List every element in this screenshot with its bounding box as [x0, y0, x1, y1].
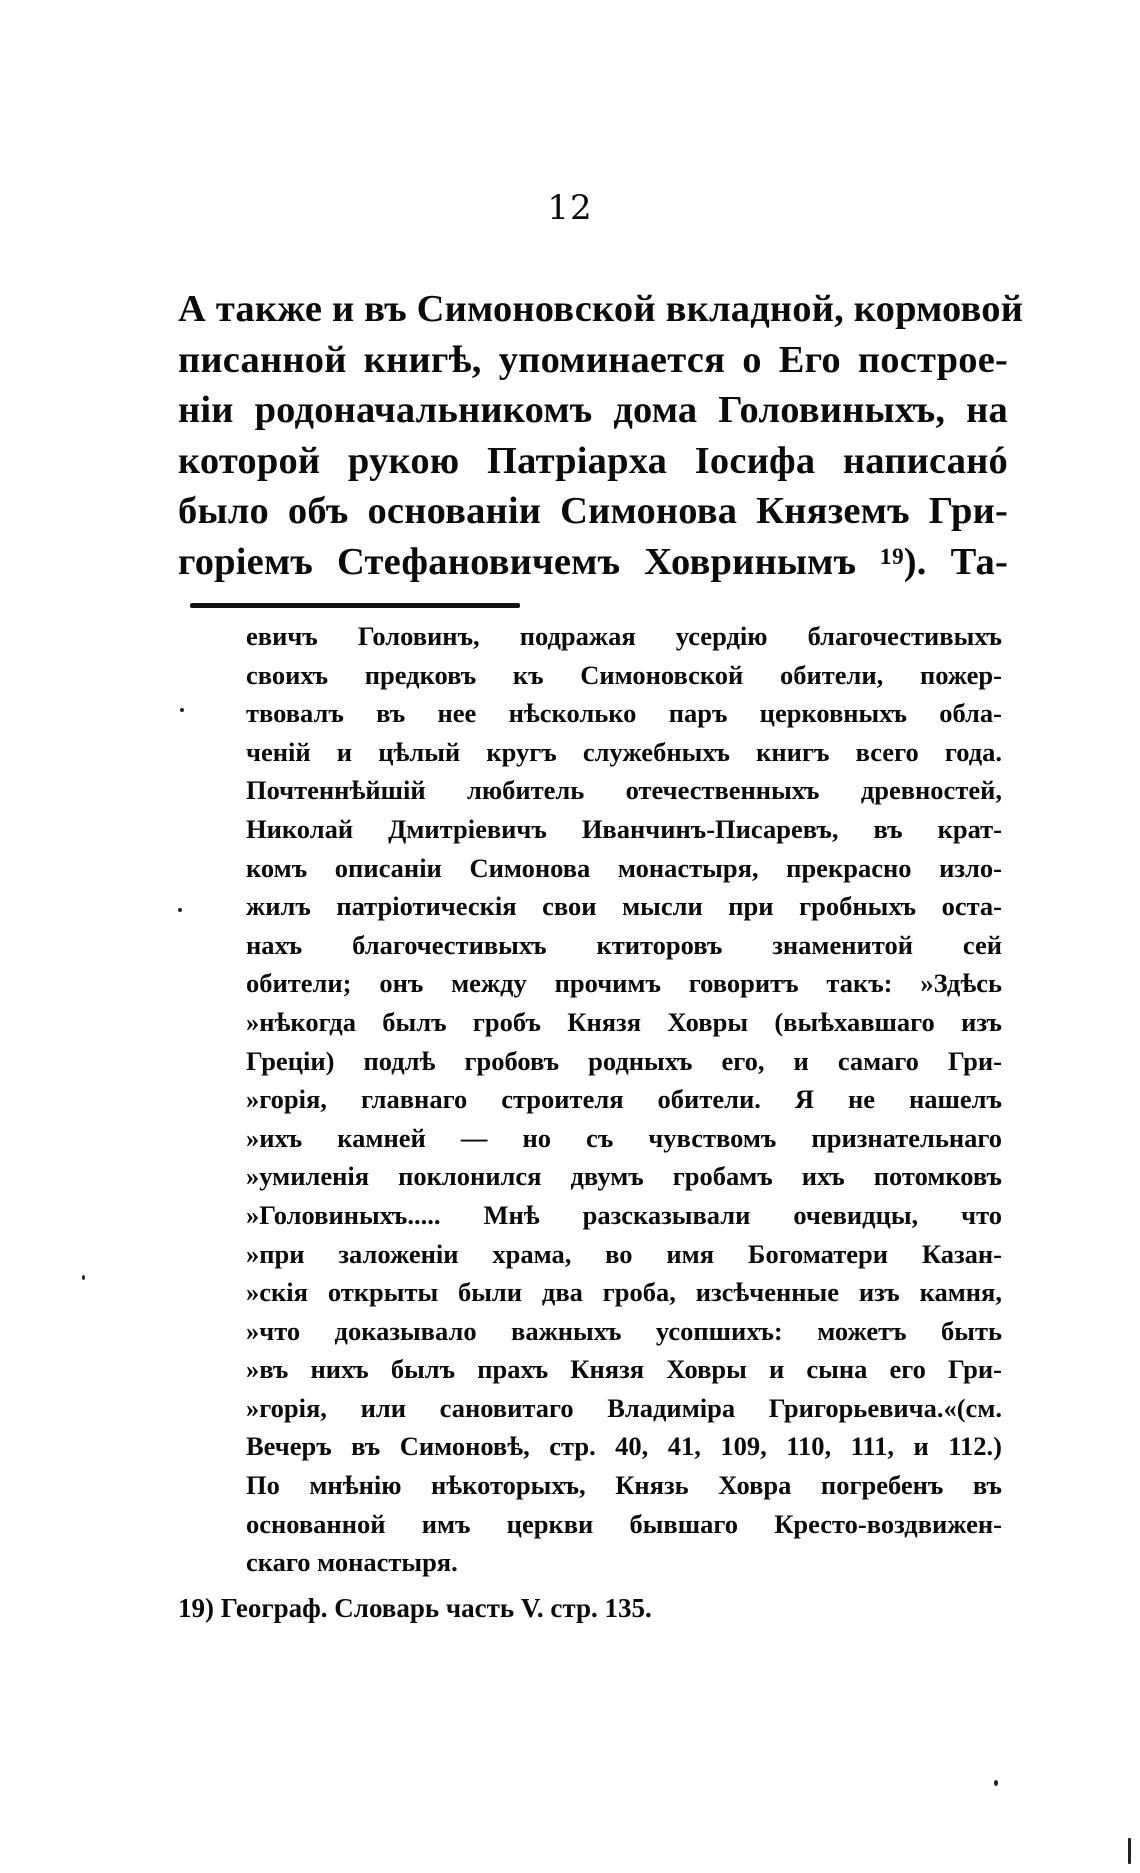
- main-line: которой рукою Патріарха Іосифа написанó: [178, 439, 1008, 482]
- footnote-19: 19) Географ. Словарь часть V. стр. 135.: [178, 1593, 652, 1623]
- main-line: А также и въ Симоновской вкладной, кормовой: [178, 288, 1024, 330]
- scan-speck: [1128, 1838, 1131, 1864]
- footnote-line: скаго монастыря.: [246, 1547, 458, 1578]
- footnote-line: »горія, главнаго строителя обители. Я не нашелъ: [246, 1084, 1002, 1115]
- footnote-line: По мнѣнію нѣкоторыхъ, Князь Ховра погребенъ въ: [246, 1470, 1002, 1501]
- footnote-line: »Головиныхъ..... Мнѣ разсказывали очевидцы, что: [246, 1199, 1002, 1230]
- footnote-line: »при заложеніи храма, во имя Богоматери Казан-: [246, 1238, 1002, 1269]
- footnote-continuation: [246, 617, 1002, 1582]
- main-line: горіемъ Стефановичемъ Ховринымъ ¹⁹). Та-: [178, 540, 1008, 583]
- footnote-line: евичъ Головинъ, подражая усердію благочестивыхъ: [246, 621, 1002, 651]
- footnote-line: »нѣкогда былъ гробъ Князя Ховры (выѣхавшаго изъ: [246, 1006, 1002, 1037]
- footnote-line: Греціи) подлѣ гробовъ родныхъ его, и самаго Гри-: [246, 1045, 1002, 1076]
- footnote-line: ченій и цѣлый кругъ служебныхъ книгъ всего года.: [246, 736, 1002, 767]
- footnote-line: жилъ патріотическія свои мысли при гробныхъ оста-: [246, 891, 1002, 922]
- scan-speck: [178, 908, 182, 912]
- footnote-line: основанной имъ церкви бывшаго Кресто-воздвижен-: [246, 1508, 1002, 1539]
- scan-speck: [82, 1275, 85, 1280]
- footnote-line: »скія открыты были два гроба, изсѣченные изъ камня,: [246, 1277, 1002, 1308]
- footnote-line: Вечеръ въ Симоновѣ, стр. 40, 41, 109, 110, 111, и 112.): [246, 1431, 1002, 1462]
- footnote-line: Почтеннѣйшій любитель отечественныхъ древностей,: [246, 775, 1002, 806]
- footnote-line: »что доказывало важныхъ усопшихъ: можетъ быть: [246, 1315, 1002, 1346]
- footnote-line: своихъ предковъ къ Симоновской обители, пожер-: [246, 659, 1002, 690]
- footnote-line: нахъ благочестивыхъ ктиторовъ знаменитой сей: [246, 929, 1002, 960]
- main-line: писанной книгѣ, упоминается о Его построе-: [178, 338, 1008, 381]
- footnote-separator-rule: [190, 603, 520, 608]
- footnote-line: твовалъ въ нее нѣсколько паръ церковныхъ обла-: [246, 698, 1002, 729]
- main-line: ніи родоначальникомъ дома Головиныхъ, на: [178, 389, 1008, 431]
- main-line: было объ основаніи Симонова Княземъ Гри-: [178, 490, 1008, 532]
- footnote-line: »горія, или сановитаго Владиміра Григорьевича.«(см.: [246, 1392, 1002, 1423]
- footnote-line: обители; онъ между прочимъ говоритъ такъ: »Здѣсь: [246, 968, 1002, 999]
- scan-speck: [994, 1780, 998, 1786]
- footnote-line: »въ нихъ былъ прахъ Князя Ховры и сына его Гри-: [246, 1354, 1002, 1385]
- footnote-line: комъ описаніи Симонова монастыря, прекрасно изло-: [246, 852, 1002, 883]
- scan-speck: [180, 708, 184, 712]
- footnote-line: Николай Дмитріевичъ Иванчинъ-Писаревъ, въ крат-: [246, 813, 1002, 844]
- page-number: 12: [547, 188, 593, 228]
- footnote-line: »умиленія поклонился двумъ гробамъ ихъ потомковъ: [246, 1161, 1002, 1192]
- footnote-line: »ихъ камней — но съ чувствомъ признательнаго: [246, 1122, 1002, 1153]
- main-paragraph: [178, 284, 1024, 587]
